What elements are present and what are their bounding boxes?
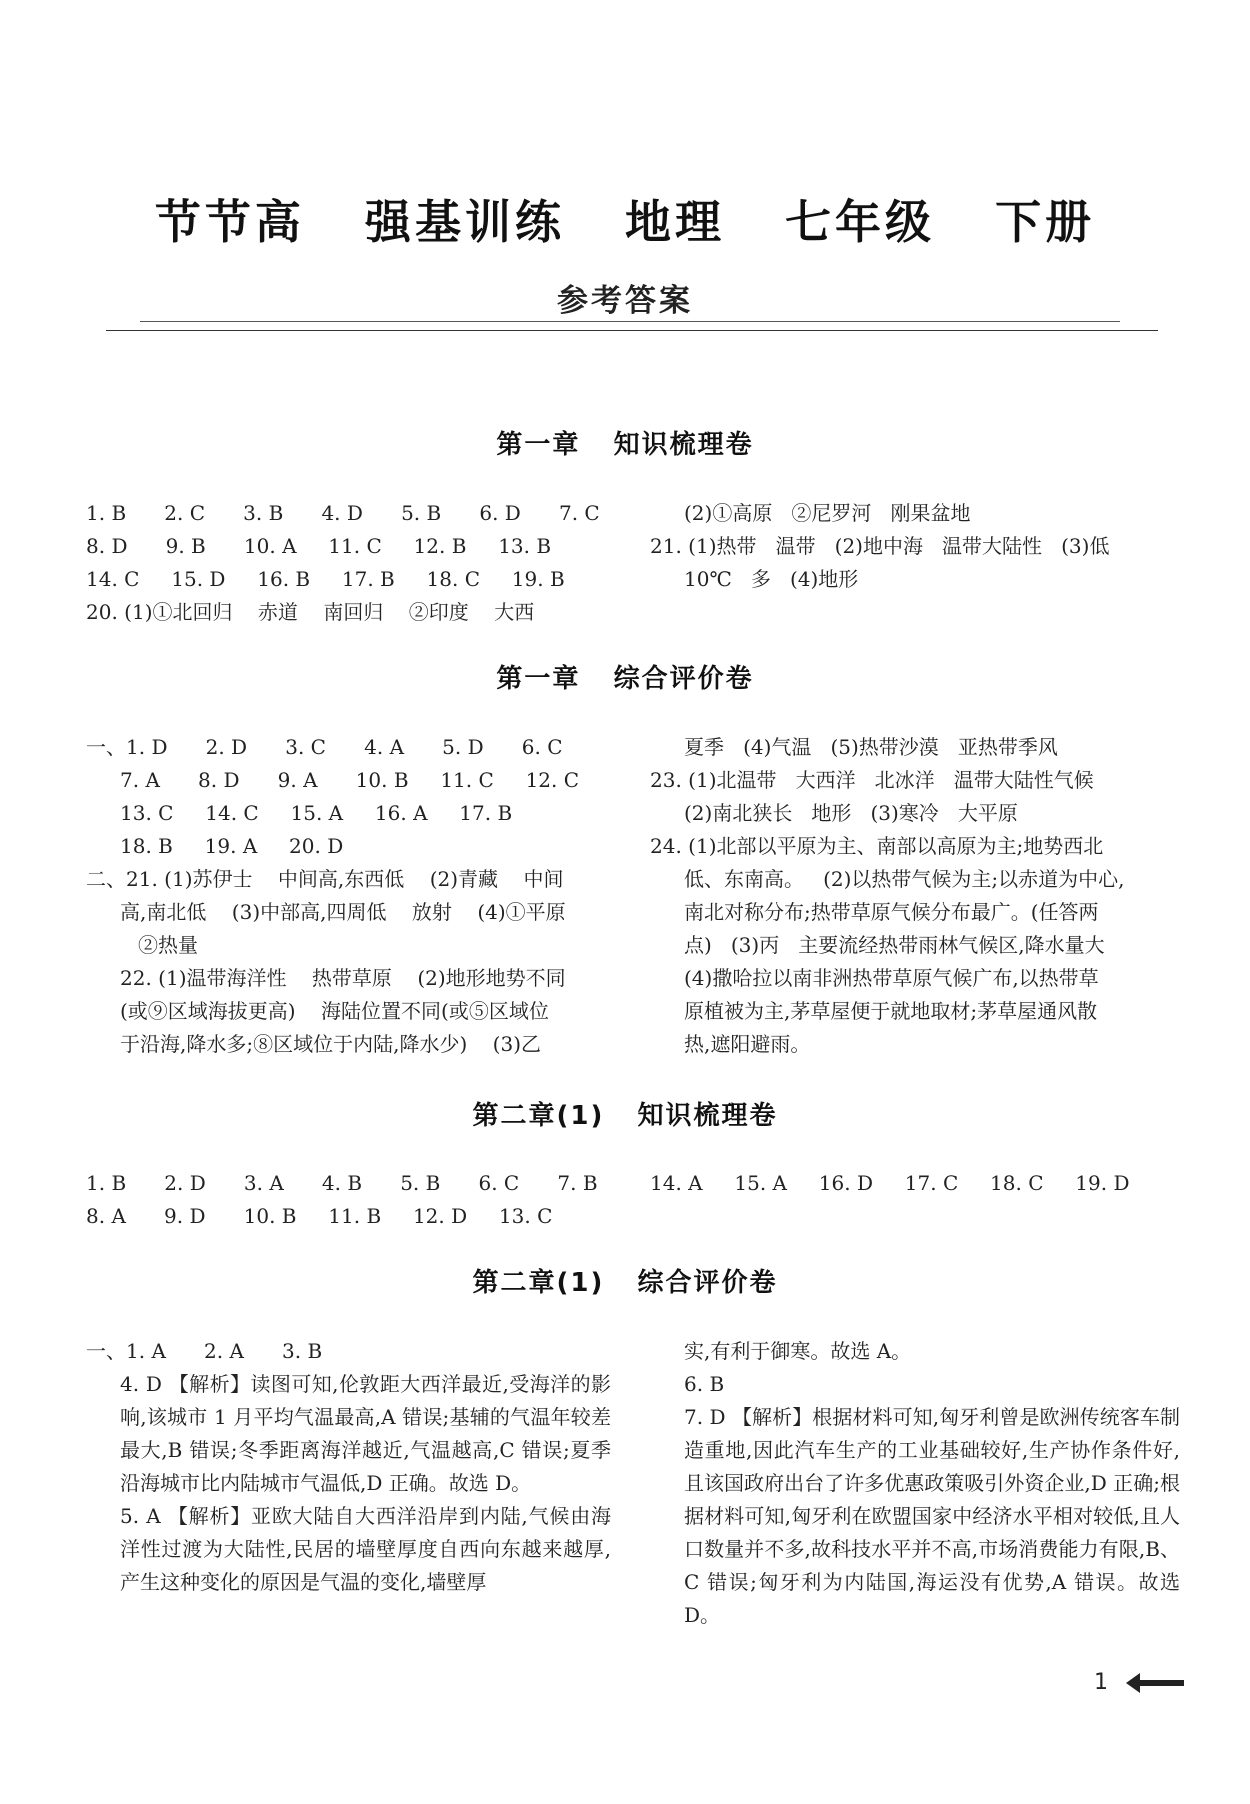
page-title: 节节高 强基训练 地理 七年级 下册 [154,195,1096,249]
section-ch1-review-left [86,497,611,629]
answer-line: 点) (3)丙 主要流经热带雨林气候区,降水量大 [684,933,1105,957]
answer-line: 23. (1)北温带 大西洋 北冰洋 温带大陆性气候 [650,768,1094,792]
answer-line: (或⑨区域海拔更高) 海陆位置不同(或⑤区域位 [120,999,549,1023]
arrow-left-icon [1126,1670,1186,1696]
section-ch1-eval-left [86,731,611,1061]
section-title-ch2-eval: 第二章(1) 综合评价卷 [472,1268,778,1298]
page-subtitle: 参考答案 [557,283,693,319]
answer-paragraph: 6. B [684,1372,725,1396]
answer-line: 20. (1)①北回归 赤道 南回归 ②印度 大西 [86,600,535,624]
answer-line: 1. B 2. D 3. A 4. B 5. B 6. C 7. B [86,1171,598,1195]
answer-line: 22. (1)温带海洋性 热带草原 (2)地形地势不同 [120,966,566,990]
answer-line: 南北对称分布;热带草原气候分布最广。(任答两 [684,900,1099,924]
answer-line: 二、21. (1)苏伊士 中间高,东西低 (2)青藏 中间 [86,867,564,891]
answer-paragraph: 4. D 【解析】读图可知,伦敦距大西洋最近,受海洋的影响,该城市 1 月平均气温最高,A 错误;基辅的气温年较差最大,B 错误;冬季距离海洋越近,气温越高,C 错误;夏季沿海城市比内陆城市气温低,D 正确。故选 D。 [120,1372,611,1495]
title-divider-thin [140,321,1120,322]
section-title-ch1-eval: 第一章 综合评价卷 [496,664,754,694]
answer-paragraph: 5. A 【解析】亚欧大陆自大西洋沿岸到内陆,气候由海洋性过渡为大陆性,民居的墙壁厚度自西向东越来越厚,产生这种变化的原因是气温的变化,墙壁厚 [120,1504,611,1594]
answer-line: 夏季 (4)气温 (5)热带沙漠 亚热带季风 [684,735,1058,759]
answer-line: 一、1. A 2. A 3. B [86,1339,323,1363]
section-title-ch2-review: 第二章(1) 知识梳理卷 [472,1101,778,1131]
answer-line: 14. A 15. A 16. D 17. C 18. C 19. D [650,1171,1130,1195]
answer-line: 热,遮阳避雨。 [684,1032,811,1056]
answer-paragraph: 7. D 【解析】根据材料可知,匈牙利曾是欧洲传统客车制造重地,因此汽车生产的工业基础较好,生产协作条件好,且该国政府出台了许多优惠政策吸引外资企业,D 正确;根据材料可知,匈牙利在欧盟国家中经济水平相对较低,且人口数量并不多,故科技水平并不高,市场消费能力有限,B、C 错误;匈牙利为内陆国,海运没有优势,A 错误。故选 D。 [684,1405,1180,1627]
answer-line: 低、东南高。 (2)以热带气候为主;以赤道为中心, [684,867,1125,891]
answer-line: 21. (1)热带 温带 (2)地中海 温带大陆性 (3)低 [650,534,1110,558]
answer-line: 8. A 9. D 10. B 11. B 12. D 13. C [86,1204,553,1228]
section-ch2-review-left [86,1167,611,1233]
section-ch2-review-right [650,1167,1180,1200]
answer-line: 14. C 15. D 16. B 17. B 18. C 19. B [86,567,565,591]
answer-line: ②热量 [138,933,198,957]
answer-line: (2)①高原 ②尼罗河 刚果盆地 [684,501,971,525]
answer-line: 原植被为主,茅草屋便于就地取材;茅草屋通风散 [684,999,1098,1023]
answer-line: (4)撒哈拉以南非洲热带草原气候广布,以热带草 [684,966,1099,990]
section-ch1-eval-right [650,731,1180,1061]
section-ch1-review-right [650,497,1180,596]
answer-line: 13. C 14. C 15. A 16. A 17. B [120,801,513,825]
answer-line: (2)南北狭长 地形 (3)寒冷 大平原 [684,801,1018,825]
page-number: 1 [1094,1670,1108,1695]
answer-line: 18. B 19. A 20. D [120,834,344,858]
section-title-ch1-review: 第一章 知识梳理卷 [496,430,754,460]
answer-line: 8. D 9. B 10. A 11. C 12. B 13. B [86,534,552,558]
answer-line: 于沿海,降水多;⑧区域位于内陆,降水少) (3)乙 [120,1032,542,1056]
answer-line: 高,南北低 (3)中部高,四周低 放射 (4)①平原 [120,900,566,924]
answer-line: 24. (1)北部以平原为主、南部以高原为主;地势西北 [650,834,1104,858]
answer-line: 10℃ 多 (4)地形 [684,567,859,591]
answer-line: 7. A 8. D 9. A 10. B 11. C 12. C [120,768,580,792]
title-divider [106,330,1158,331]
answer-paragraph: 实,有利于御寒。故选 A。 [684,1339,912,1363]
answer-line: 一、1. D 2. D 3. C 4. A 5. D 6. C [86,735,563,759]
answer-line: 1. B 2. C 3. B 4. D 5. B 6. D 7. C [86,501,600,525]
section-ch2-eval-left [86,1335,611,1599]
section-ch2-eval-right [650,1335,1180,1632]
